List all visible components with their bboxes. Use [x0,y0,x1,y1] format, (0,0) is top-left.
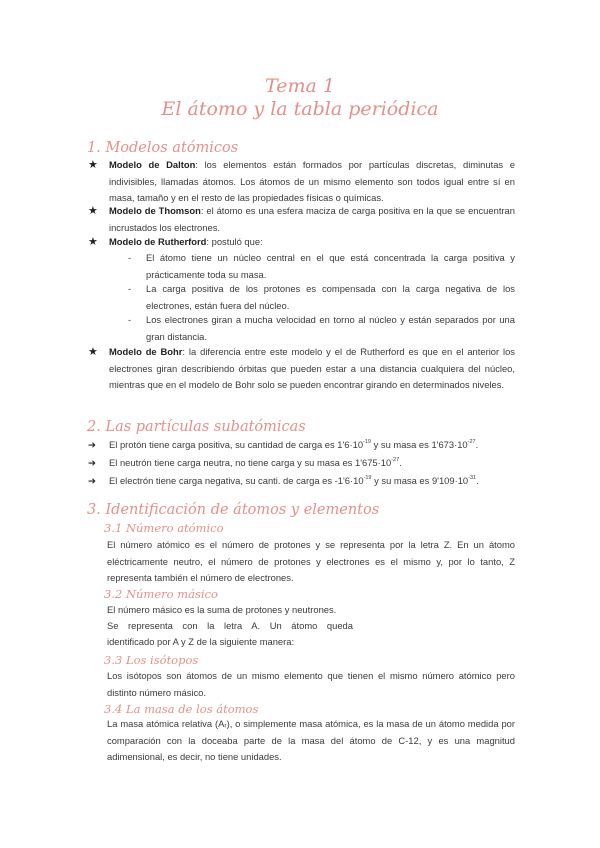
star-icon: ★ [88,159,98,171]
list-item-electron: ➔ El electrón tiene carga negativa, su canti. de carga es $-1'6\cdot 10^{-19}$ y su masa es $9'109\cdot 10^{-31}$. [88,473,515,490]
subsection-heading-3-3: 3.3 Los isótopos [104,653,199,667]
section-heading-1: 1. Modelos atómicos [87,140,239,156]
paragraph-numero-masico-line: Se representa con la letra A. Un átomo queda [107,620,353,631]
subsection-heading-3-4: 3.4 La masa de los átomos [104,702,259,716]
rutherford-label: Modelo de Rutherford [109,236,207,247]
arrow-right-icon: ➔ [88,439,96,450]
star-icon: ★ [88,205,98,217]
list-item-rutherford-point [128,312,515,345]
paragraph-isotopos: Los isótopos son átomos de un mismo elemento que tienen el mismo número atómico pero distinto número másico. [107,670,515,698]
dash-icon: - [128,252,132,263]
paragraph-numero-masico-line: identificado por A y Z de la siguiente manera: [107,636,295,647]
page-subtitle: El átomo y la tabla periódica [161,98,439,120]
dash-icon: - [128,314,132,325]
list-item-rutherford-point [128,250,515,283]
rutherford-point-text: Los electrones giran a mucha velocidad en torno al núcleo y están separados por una gran distancia. [146,314,515,342]
list-item-bohr [88,344,515,394]
bohr-label: Modelo de Bohr [109,346,183,357]
section-heading-3: 3. Identificación de átomos y elementos [87,502,380,518]
thomson-text: : el átomo es una esfera maciza de carga positiva en la que se encuentran incrustados los electrones. [109,205,515,233]
list-item-rutherford-point [128,281,515,314]
page-title: Tema 1 [265,75,335,97]
list-item-neutron: ➔ El neutrón tiene carga neutra, no tiene carga y su masa es $1'675\cdot 10^{-27}$. [88,455,515,472]
star-icon: ★ [88,346,98,358]
dalton-label: Modelo de Dalton [109,159,196,170]
list-item-rutherford [88,234,515,251]
dash-icon: - [128,283,132,294]
arrow-right-icon: ➔ [88,457,96,468]
rutherford-point-text: La carga positiva de los protones es compensada con la carga negativa de los electrones, están fuera del núcleo. [146,283,515,311]
list-item-dalton [88,157,515,207]
rutherford-text: : postuló que: [206,236,263,247]
star-icon: ★ [88,236,98,248]
paragraph-numero-masico-line: El número másico es la suma de protones y neutrones. [107,604,337,615]
bohr-text: : la diferencia entre este modelo y el de Rutherford es que en el anterior los electrones giran describiendo órbitas que pueden estar a una distancia cualquiera del núcleo, mientras que en el modelo de Bohr solo se pueden encontrar girando en determinados niveles. [109,346,515,391]
subsection-heading-3-2: 3.2 Número másico [104,587,218,601]
thomson-label: Modelo de Thomson [109,205,201,216]
list-item-proton: ➔ El protón tiene carga positiva, su cantidad de carga es $1'6\cdot 10^{-19}$ y su masa es $1'673\cdot 10^{-27}$. [88,437,515,454]
arrow-right-icon: ➔ [88,475,96,486]
section-heading-2: 2. Las partículas subatómicas [87,419,306,435]
paragraph-masa-atomos: La masa atómica relativa (Aᵣ), o simplemente masa atómica, es la masa de un átomo medida por comparación con la doceaba parte de la masa del átomo de C-12, y es una magnitud adimensional, es decir, no tiene unidades. [107,718,515,763]
rutherford-point-text: El átomo tiene un núcleo central en el que está concentrada la carga positiva y prácticamente toda su masa. [146,252,515,280]
dalton-text: : los elementos están formados por partículas discretas, diminutas e indivisibles, llamadas átomos. Los átomos de un mismo elemento son todos igual entre sí en masa, tamaño y en el resto de las propiedades físicas o químicas. [109,159,515,204]
list-item-thomson [88,203,515,236]
subsection-heading-3-1: 3.1 Número atómico [104,521,224,535]
paragraph-numero-atomico: El número atómico es el número de protones y se representa por la letra Z. En un átomo eléctricamente neutro, el número de protones y electrones es el mismo y, por lo tanto, Z representa también el número de electrones. [107,539,515,584]
